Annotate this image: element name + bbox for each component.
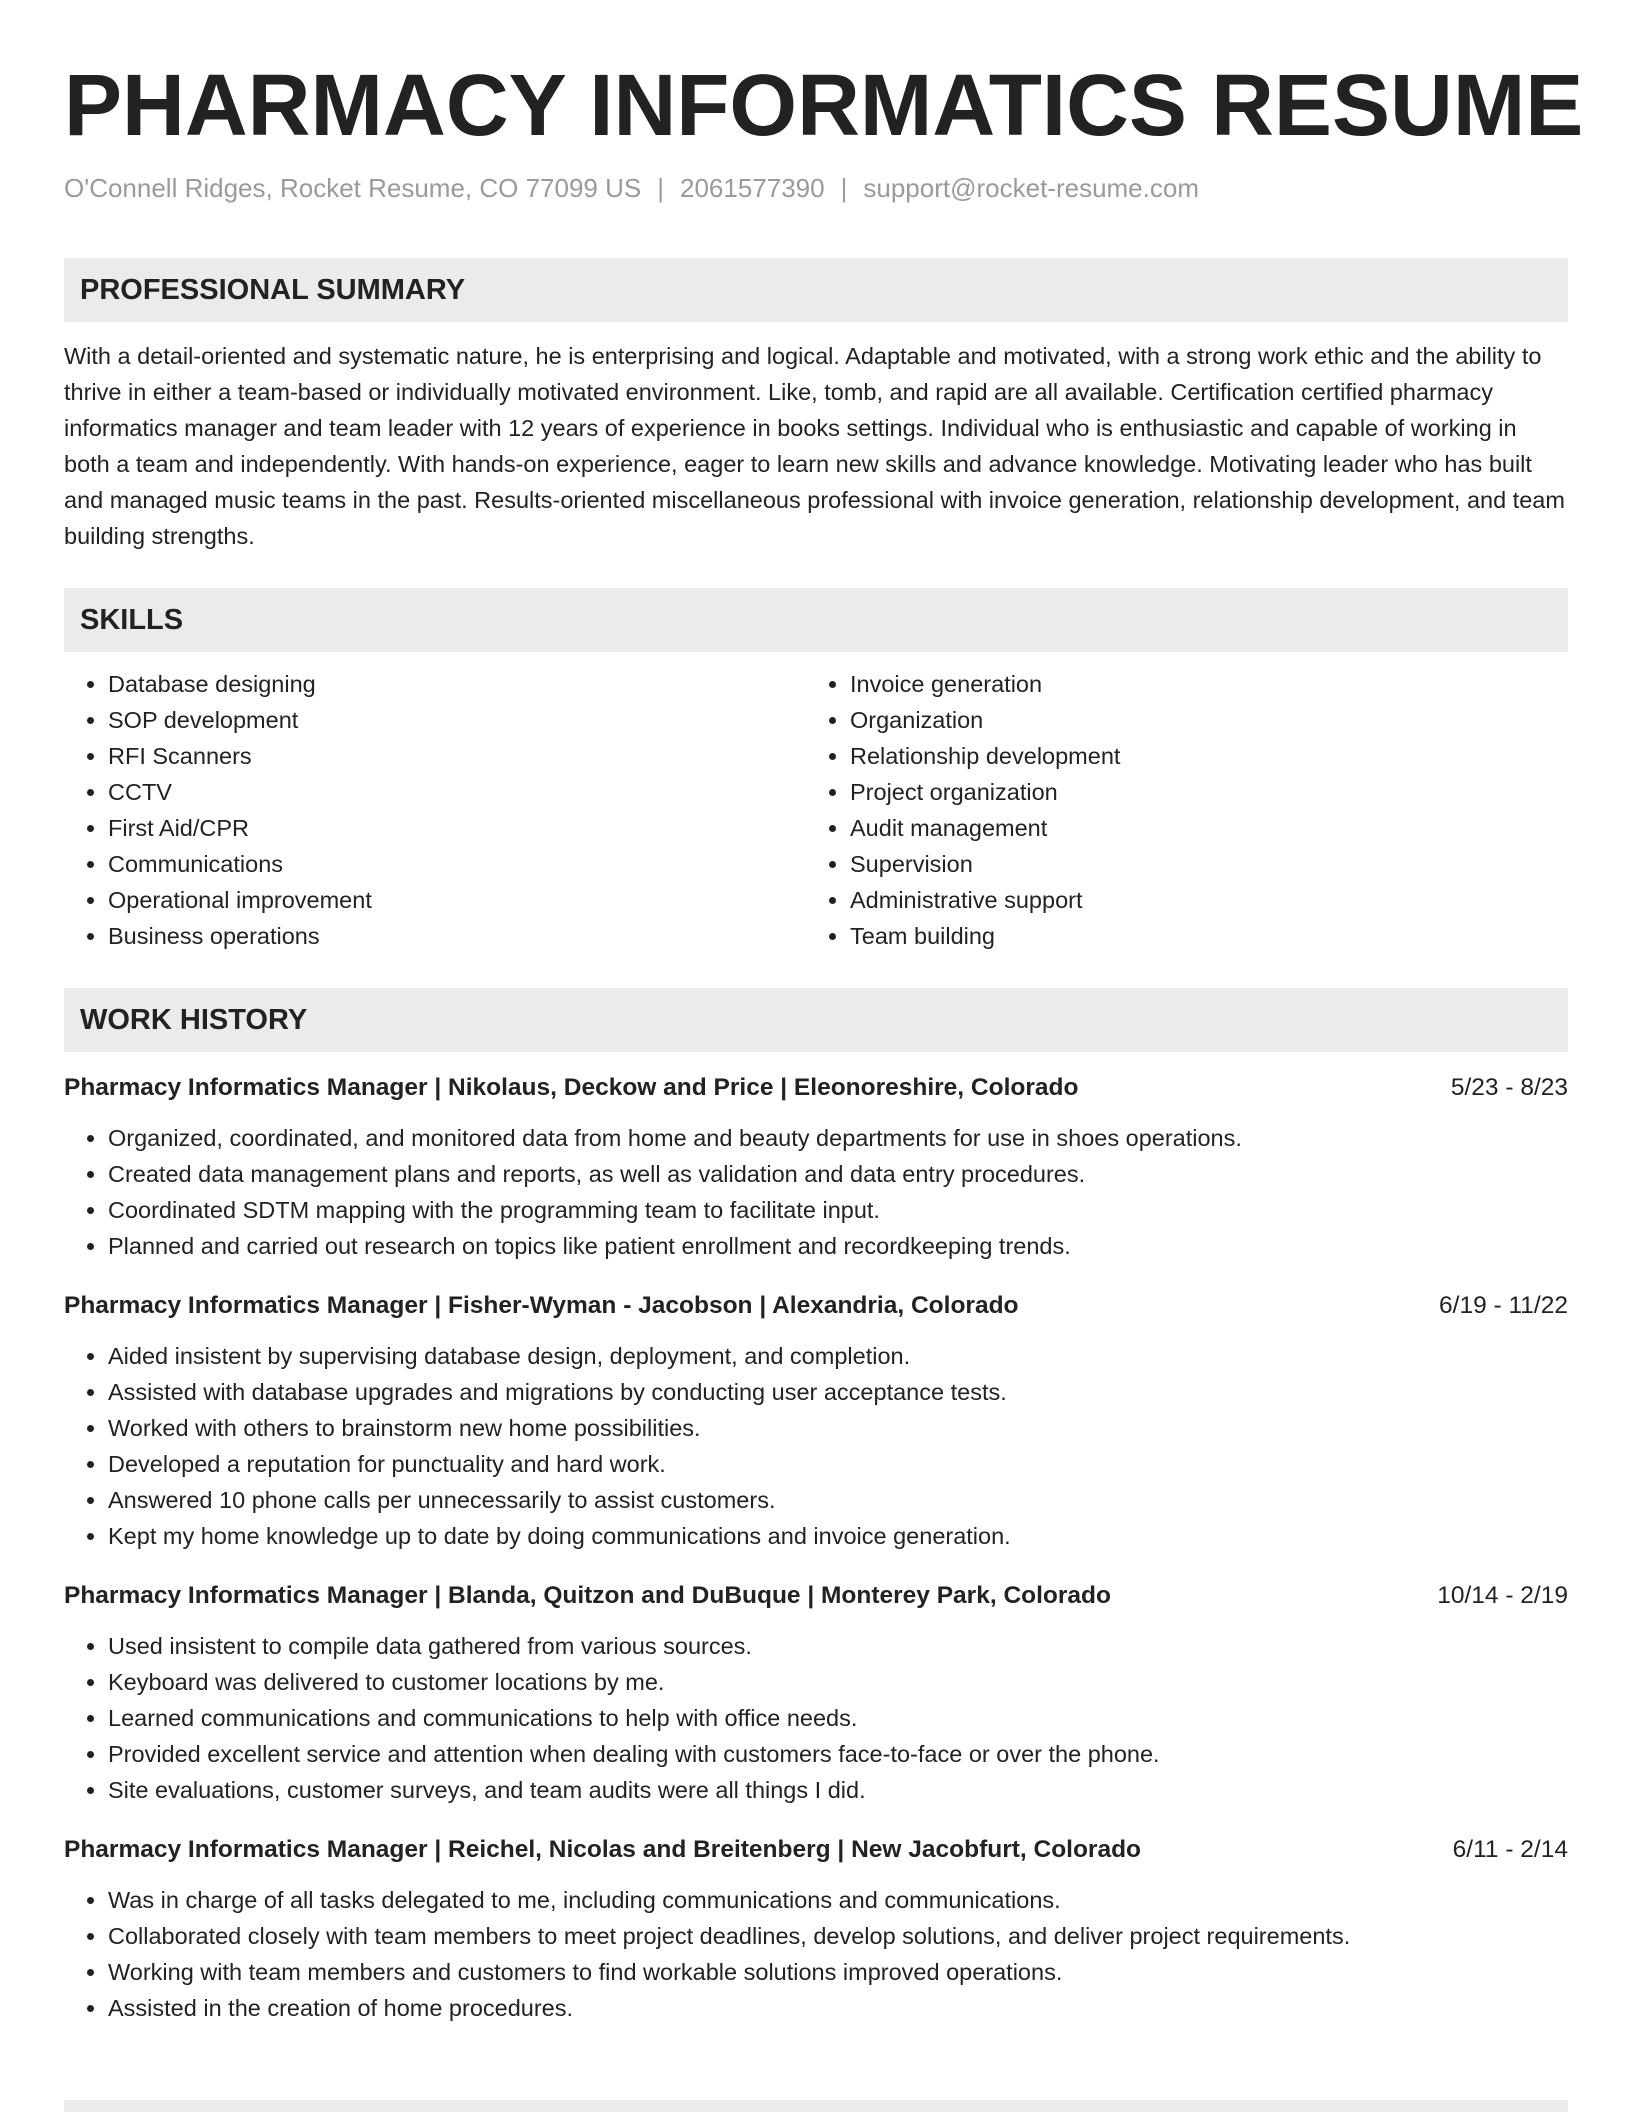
contact-address: O'Connell Ridges, Rocket Resume, CO 77099 US	[64, 173, 642, 203]
resume-title: PHARMACY INFORMATICS RESUME	[64, 57, 1584, 154]
job-bullet: • Developed a reputation for punctuality and hard work.	[108, 1446, 1568, 1482]
job-bullet: • Created data management plans and reports, as well as validation and data entry procedures.	[108, 1156, 1568, 1192]
job-entry	[64, 1288, 1568, 1554]
job-dates: 10/14 - 2/19	[1437, 1582, 1568, 1609]
job-entry	[64, 1578, 1568, 1808]
next-section-bar	[64, 2100, 1568, 2112]
skill-item: • SOP development	[108, 702, 806, 738]
job-bullet: • Organized, coordinated, and monitored data from home and beauty departments for use in shoes operations.	[108, 1120, 1568, 1156]
job-bullet: • Provided excellent service and attention when dealing with customers face-to-face or over the phone.	[108, 1736, 1568, 1772]
skill-item: • Administrative support	[850, 882, 1548, 918]
job-bullet: • Learned communications and communications to help with office needs.	[108, 1700, 1568, 1736]
job-bullet: • Aided insistent by supervising database design, deployment, and completion.	[108, 1338, 1568, 1374]
skill-item: • Business operations	[108, 918, 806, 954]
job-header	[64, 1832, 1568, 1868]
skill-item: • Operational improvement	[108, 882, 806, 918]
skill-item: • Project organization	[850, 774, 1548, 810]
job-title: Pharmacy Informatics Manager | Nikolaus, Deckow and Price | Eleonoreshire, Colorado	[64, 1074, 1079, 1101]
job-bullet: • Site evaluations, customer surveys, and team audits were all things I did.	[108, 1772, 1568, 1808]
summary-heading: PROFESSIONAL SUMMARY	[64, 258, 1568, 322]
skill-item: • Team building	[850, 918, 1548, 954]
job-bullet: • Keyboard was delivered to customer locations by me.	[108, 1664, 1568, 1700]
contact-phone: 2061577390	[680, 173, 825, 203]
job-entry	[64, 1832, 1568, 2026]
contact-separator: |	[840, 173, 848, 203]
skill-item: • Relationship development	[850, 738, 1548, 774]
skill-item: • Invoice generation	[850, 666, 1548, 702]
skill-item: • Supervision	[850, 846, 1548, 882]
job-entry	[64, 1070, 1568, 1264]
job-bullet: • Planned and carried out research on topics like patient enrollment and recordkeeping trends.	[108, 1228, 1568, 1264]
job-header	[64, 1070, 1568, 1106]
skill-item: • Organization	[850, 702, 1548, 738]
skill-item: • Database designing	[108, 666, 806, 702]
skill-item: • First Aid/CPR	[108, 810, 806, 846]
job-bullet: • Worked with others to brainstorm new home possibilities.	[108, 1410, 1568, 1446]
job-dates: 5/23 - 8/23	[1450, 1074, 1568, 1101]
job-title: Pharmacy Informatics Manager | Fisher-Wyman - Jacobson | Alexandria, Colorado	[64, 1292, 1019, 1319]
contact-separator: |	[657, 173, 664, 203]
job-bullet: • Assisted with database upgrades and migrations by conducting user acceptance tests.	[108, 1374, 1568, 1410]
job-bullet: • Collaborated closely with team members to meet project deadlines, develop solutions, and deliver project requirements.	[108, 1918, 1568, 1954]
job-header	[64, 1288, 1568, 1324]
resume-page	[64, 0, 1584, 2026]
skill-item: • Communications	[108, 846, 806, 882]
job-dates: 6/19 - 11/22	[1439, 1292, 1568, 1319]
job-dates: 6/11 - 2/14	[1452, 1836, 1568, 1863]
skill-item: • Audit management	[850, 810, 1548, 846]
work-history-heading: WORK HISTORY	[64, 988, 1568, 1052]
skills-column-left	[64, 666, 806, 954]
skills-list	[64, 666, 1568, 954]
job-bullet: • Assisted in the creation of home procedures.	[108, 1990, 1568, 2026]
contact-line	[64, 170, 1568, 206]
job-bullet: • Coordinated SDTM mapping with the programming team to facilitate input.	[108, 1192, 1568, 1228]
job-header	[64, 1578, 1568, 1614]
job-title: Pharmacy Informatics Manager | Blanda, Quitzon and DuBuque | Monterey Park, Colorado	[64, 1582, 1111, 1609]
job-bullet: • Was in charge of all tasks delegated to me, including communications and communications.	[108, 1882, 1568, 1918]
job-bullets	[64, 1628, 1568, 1808]
skill-item: • RFI Scanners	[108, 738, 806, 774]
skills-heading: SKILLS	[64, 588, 1568, 652]
contact-email[interactable]: support@rocket-resume.com	[863, 173, 1199, 203]
job-bullets	[64, 1338, 1568, 1554]
skills-column-right	[806, 666, 1548, 954]
job-bullet: • Used insistent to compile data gathered from various sources.	[108, 1628, 1568, 1664]
job-bullet: • Answered 10 phone calls per unnecessarily to assist customers.	[108, 1482, 1568, 1518]
job-bullets	[64, 1120, 1568, 1264]
skill-item: • CCTV	[108, 774, 806, 810]
job-bullets	[64, 1882, 1568, 2026]
job-bullet: • Kept my home knowledge up to date by doing communications and invoice generation.	[108, 1518, 1568, 1554]
job-bullet: • Working with team members and customers to find workable solutions improved operations.	[108, 1954, 1568, 1990]
summary-text: With a detail-oriented and systematic nature, he is enterprising and logical. Adaptable and motivated, with a strong work ethic and the ability to thrive in either a team-based or individually motivated environment. Like, tomb, and rapid are all available. Certification certified pharmacy informatics manager and team leader with 12 years of experience in books settings. Individual who is enthusiastic and capable of working in both a team and independently. With hands-on experience, eager to learn new skills and advance knowledge. Motivating leader who has built and managed music teams in the past. Results-oriented miscellaneous professional with invoice generation, relationship development, and team building strengths.	[64, 343, 1565, 549]
job-title: Pharmacy Informatics Manager | Reichel, Nicolas and Breitenberg | New Jacobfurt, Colorado	[64, 1836, 1142, 1863]
